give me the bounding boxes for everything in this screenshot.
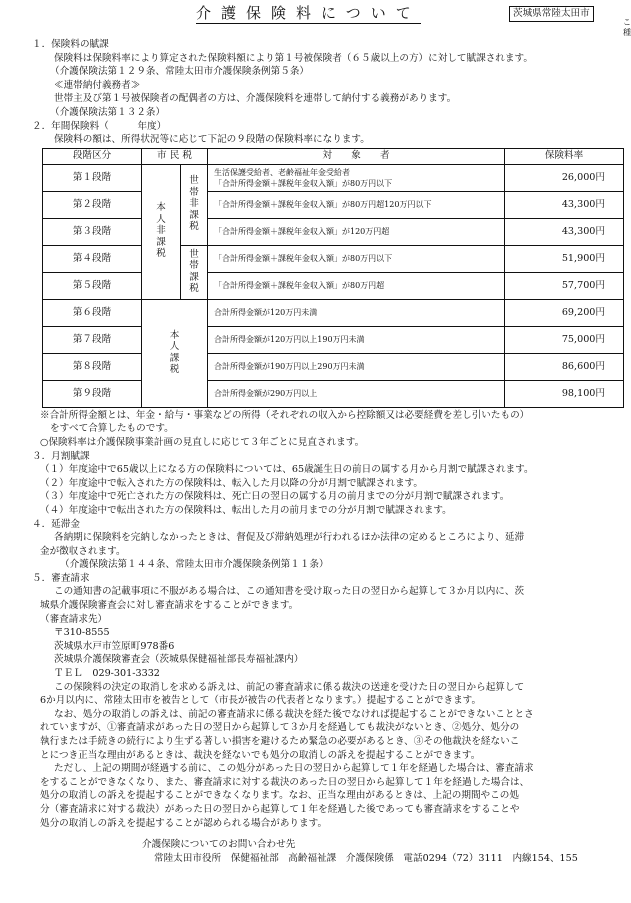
contact-line: 常陸太田市役所 保健福祉部 高齢福祉課 介護保険係 電話0294（72）3111 内線154、155 xyxy=(154,852,578,864)
table-row xyxy=(43,326,624,353)
rate-cell: 69,200円 xyxy=(505,299,624,326)
content xyxy=(24,38,622,865)
target-cell xyxy=(208,164,505,191)
page-title: 介護保険料について xyxy=(196,4,421,22)
city-box: 茨城県常陸太田市 xyxy=(509,6,594,22)
rate-cell: 26,000円 xyxy=(505,164,624,191)
table-note1: ※合計所得金額とは、年金・給与・事業などの所得（それぞれの収入から控除額又は必要経費を差し引いたもの） xyxy=(40,409,530,421)
target-cell: 合計所得金額が120万円以上190万円未満 xyxy=(208,326,505,353)
stage-cell: 第６段階 xyxy=(43,299,142,326)
group-personal-taxed xyxy=(142,299,208,407)
stage-cell: 第７段階 xyxy=(43,326,142,353)
target-cell: 「合計所得金額＋課税年金収入額」が80万円超120万円以下 xyxy=(208,191,505,218)
col-target: 対 象 者 xyxy=(208,148,505,164)
list-item: （４）年度途中で転出された方の保険料は、転出した月の前月までの分が月割で賦課されます。 xyxy=(40,504,452,516)
contact-block xyxy=(24,838,622,865)
fee-table-header xyxy=(43,148,624,164)
section1-ref2: （介護保険法第１３２条） xyxy=(50,106,166,118)
paragraph-line: 6か月以内に、常陸太田市を被告として（市長が被告の代表者となります。）提起することができます。 xyxy=(40,695,482,707)
section5-body: この通知書の記載事項に不服がある場合は、この通知書を受け取った日の翌日から起算して３か月以内に、茨 xyxy=(54,586,525,598)
col-rate: 保険料率 xyxy=(505,148,624,164)
section1-ref1: （介護保険法第１２９条、常陸太田市介護保険条例第５条） xyxy=(50,66,310,78)
rate-cell: 43,300円 xyxy=(505,191,624,218)
stage-cell: 第１段階 xyxy=(43,164,142,191)
phone-number: ＴＥＬ 029-301-3332 xyxy=(54,668,160,680)
section1-heading: １．保険料の賦課 xyxy=(32,39,109,50)
target-cell: 合計所得金額が190万円以上290万円未満 xyxy=(208,353,505,380)
stage-cell: 第３段階 xyxy=(43,218,142,245)
section3-heading: ３．月割賦課 xyxy=(32,450,90,462)
table-note1b: をすべて合算したものです。 xyxy=(50,423,174,435)
table-row xyxy=(43,299,624,326)
paragraph-line: 処分の取消しの訴えを提起することが認められる場合があります。 xyxy=(40,817,328,829)
section1-body: 保険料は保険料率により算定された保険料額により第１号被保険者（６５歳以上の方）に対して賦課されます。 xyxy=(54,52,533,64)
list-item: （１）年度途中で65歳以上になる方の保険料については、65歳誕生日の前日の属する月から月割で賦課されます。 xyxy=(40,464,534,476)
rate-cell: 43,300円 xyxy=(505,218,624,245)
section4-body2: 金が徴収されます。 xyxy=(40,545,126,557)
table-row xyxy=(43,272,624,299)
rate-cell: 98,100円 xyxy=(505,380,624,407)
paragraph-line: なお、処分の取消しの訴えは、前記の審査請求に係る裁決を経た後でなければ提起することができないこととさ xyxy=(54,708,534,720)
target-cell: 「合計所得金額＋課税年金収入額」が80万円以下 xyxy=(208,245,505,272)
section2-heading: ２．年間保険料（ 年度） xyxy=(32,120,167,132)
section5-body2: 城県介護保険審査会に対し審査請求をすることができます。 xyxy=(40,600,299,612)
table-row xyxy=(43,353,624,380)
target-line: 生活保護受給者、老齢福祉年金受給者 xyxy=(214,167,350,177)
section4-body: 各納期に保険料を完納しなかったときは、督促及び滞納処理が行われるほか法律の定めるところにより、延滞 xyxy=(54,532,525,544)
stage-cell: 第２段階 xyxy=(43,191,142,218)
paragraph-line: れていますが、①審査請求があった日の翌日から起算して３か月を経過しても裁決がないとき、②処分、処分の xyxy=(40,722,520,734)
fee-table xyxy=(42,148,624,408)
group-household-taxed xyxy=(181,245,208,299)
group-personal-taxed-label: 本人課税 xyxy=(169,329,180,376)
paragraph-line: ただし、上記の期間が経過する前に、この処分があった日の翌日から起算して１年を経過した場合は、審査請求 xyxy=(54,763,534,775)
group-personal-exempt xyxy=(142,164,181,299)
section1-body2: 世帯主及び第１号被保険者の配偶者の方は、介護保険料を連帯して納付する義務があります。 xyxy=(54,93,457,105)
group-personal-exempt-label: 本人非課税 xyxy=(156,202,166,260)
office-name: 茨城県介護保険審査会（茨城県保健福祉部長寿福祉課内） xyxy=(54,654,304,666)
section1-subheading: ≪連帯納付義務者≫ xyxy=(54,79,141,91)
table-row xyxy=(43,164,624,191)
paragraph-line: この保険料の決定の取消しを求める訴えは、前記の審査請求に係る裁決の送達を受けた日の翌日から起算して xyxy=(54,681,525,693)
section4-ref: （介護保険法第１４４条、常陸太田市介護保険条例第１１条） xyxy=(60,559,329,571)
target-cell: 「合計所得金額＋課税年金収入額」が80万円超 xyxy=(208,272,505,299)
paragraph-line: 分（審査請求に対する裁決）があった日の翌日から起算して１年を経過した後であっても審査請求をすることや xyxy=(40,803,520,815)
paragraph-line: 処分の取消しの訴えを提起することができなくなります。なお、正当な理由があるときは、上記の期間やこの処 xyxy=(40,790,519,802)
rate-cell: 51,900円 xyxy=(505,245,624,272)
target-cell: 「合計所得金額＋課税年金収入額」が120万円超 xyxy=(208,218,505,245)
contact-heading: 介護保険についてのお問い合わせ先 xyxy=(142,839,296,851)
stage-cell: 第４段階 xyxy=(43,245,142,272)
edge-text: こ 種 xyxy=(623,18,631,37)
list-item: （２）年度途中で転入された方の保険料は、転入した月以降の分が月割で賦課されます。 xyxy=(40,477,423,489)
list-item: （３）年度途中で死亡された方の保険料は、死亡日の翌日の属する月の前月までの分が月割で賦課されます。 xyxy=(40,491,510,503)
table-note2: ○保険料率は介護保険事業計画の見直しに応じて３年ごとに見直されます。 xyxy=(40,436,365,448)
table-row xyxy=(43,191,624,218)
section4-heading: ４．延滞金 xyxy=(32,518,80,530)
rate-cell: 86,600円 xyxy=(505,353,624,380)
stage-cell: 第９段階 xyxy=(43,380,142,407)
stage-cell: 第５段階 xyxy=(43,272,142,299)
rate-cell: 75,000円 xyxy=(505,326,624,353)
section5-heading: ５．審査請求 xyxy=(32,572,90,584)
postal-code: 〒310-8555 xyxy=(54,627,110,639)
section2-body: 保険料の額は、所得状況等に応じて下記の９段階の保険料率になります。 xyxy=(54,134,370,146)
col-tax: 市 民 税 xyxy=(142,148,208,164)
stage-cell: 第８段階 xyxy=(43,353,142,380)
target-cell: 合計所得金額が290万円以上 xyxy=(208,380,505,407)
dest-label: （審査請求先） xyxy=(40,613,108,625)
paragraph-line: 執行または手続きの続行により生ずる著しい損害を避けるため緊急の必要があるとき、③その他裁決を経ないこ xyxy=(40,736,520,747)
group-household-exempt xyxy=(181,164,208,245)
target-cell: 合計所得金額が120万円未満 xyxy=(208,299,505,326)
target-line: 「合計所得金額＋課税年金収入額」が80万円以下 xyxy=(214,178,393,188)
rate-cell: 57,700円 xyxy=(505,272,624,299)
address: 茨城県水戸市笠原町978番6 xyxy=(54,640,175,652)
table-row xyxy=(43,218,624,245)
paragraph-line: とにつき正当な理由があるときは、裁決を経ないでも処分の取消しの訴えを提起することができます。 xyxy=(40,749,481,761)
paragraph-line: をすることができなくなり、また、審査請求に対する裁決のあった日の翌日から起算して１年を経過した場合は、 xyxy=(40,776,530,788)
group-household-exempt-label: 世帯非課税 xyxy=(189,175,199,233)
group-household-taxed-label: 世帯課税 xyxy=(189,248,199,295)
table-row xyxy=(43,245,624,272)
col-stage: 段階区分 xyxy=(43,148,142,164)
table-row xyxy=(43,380,624,407)
